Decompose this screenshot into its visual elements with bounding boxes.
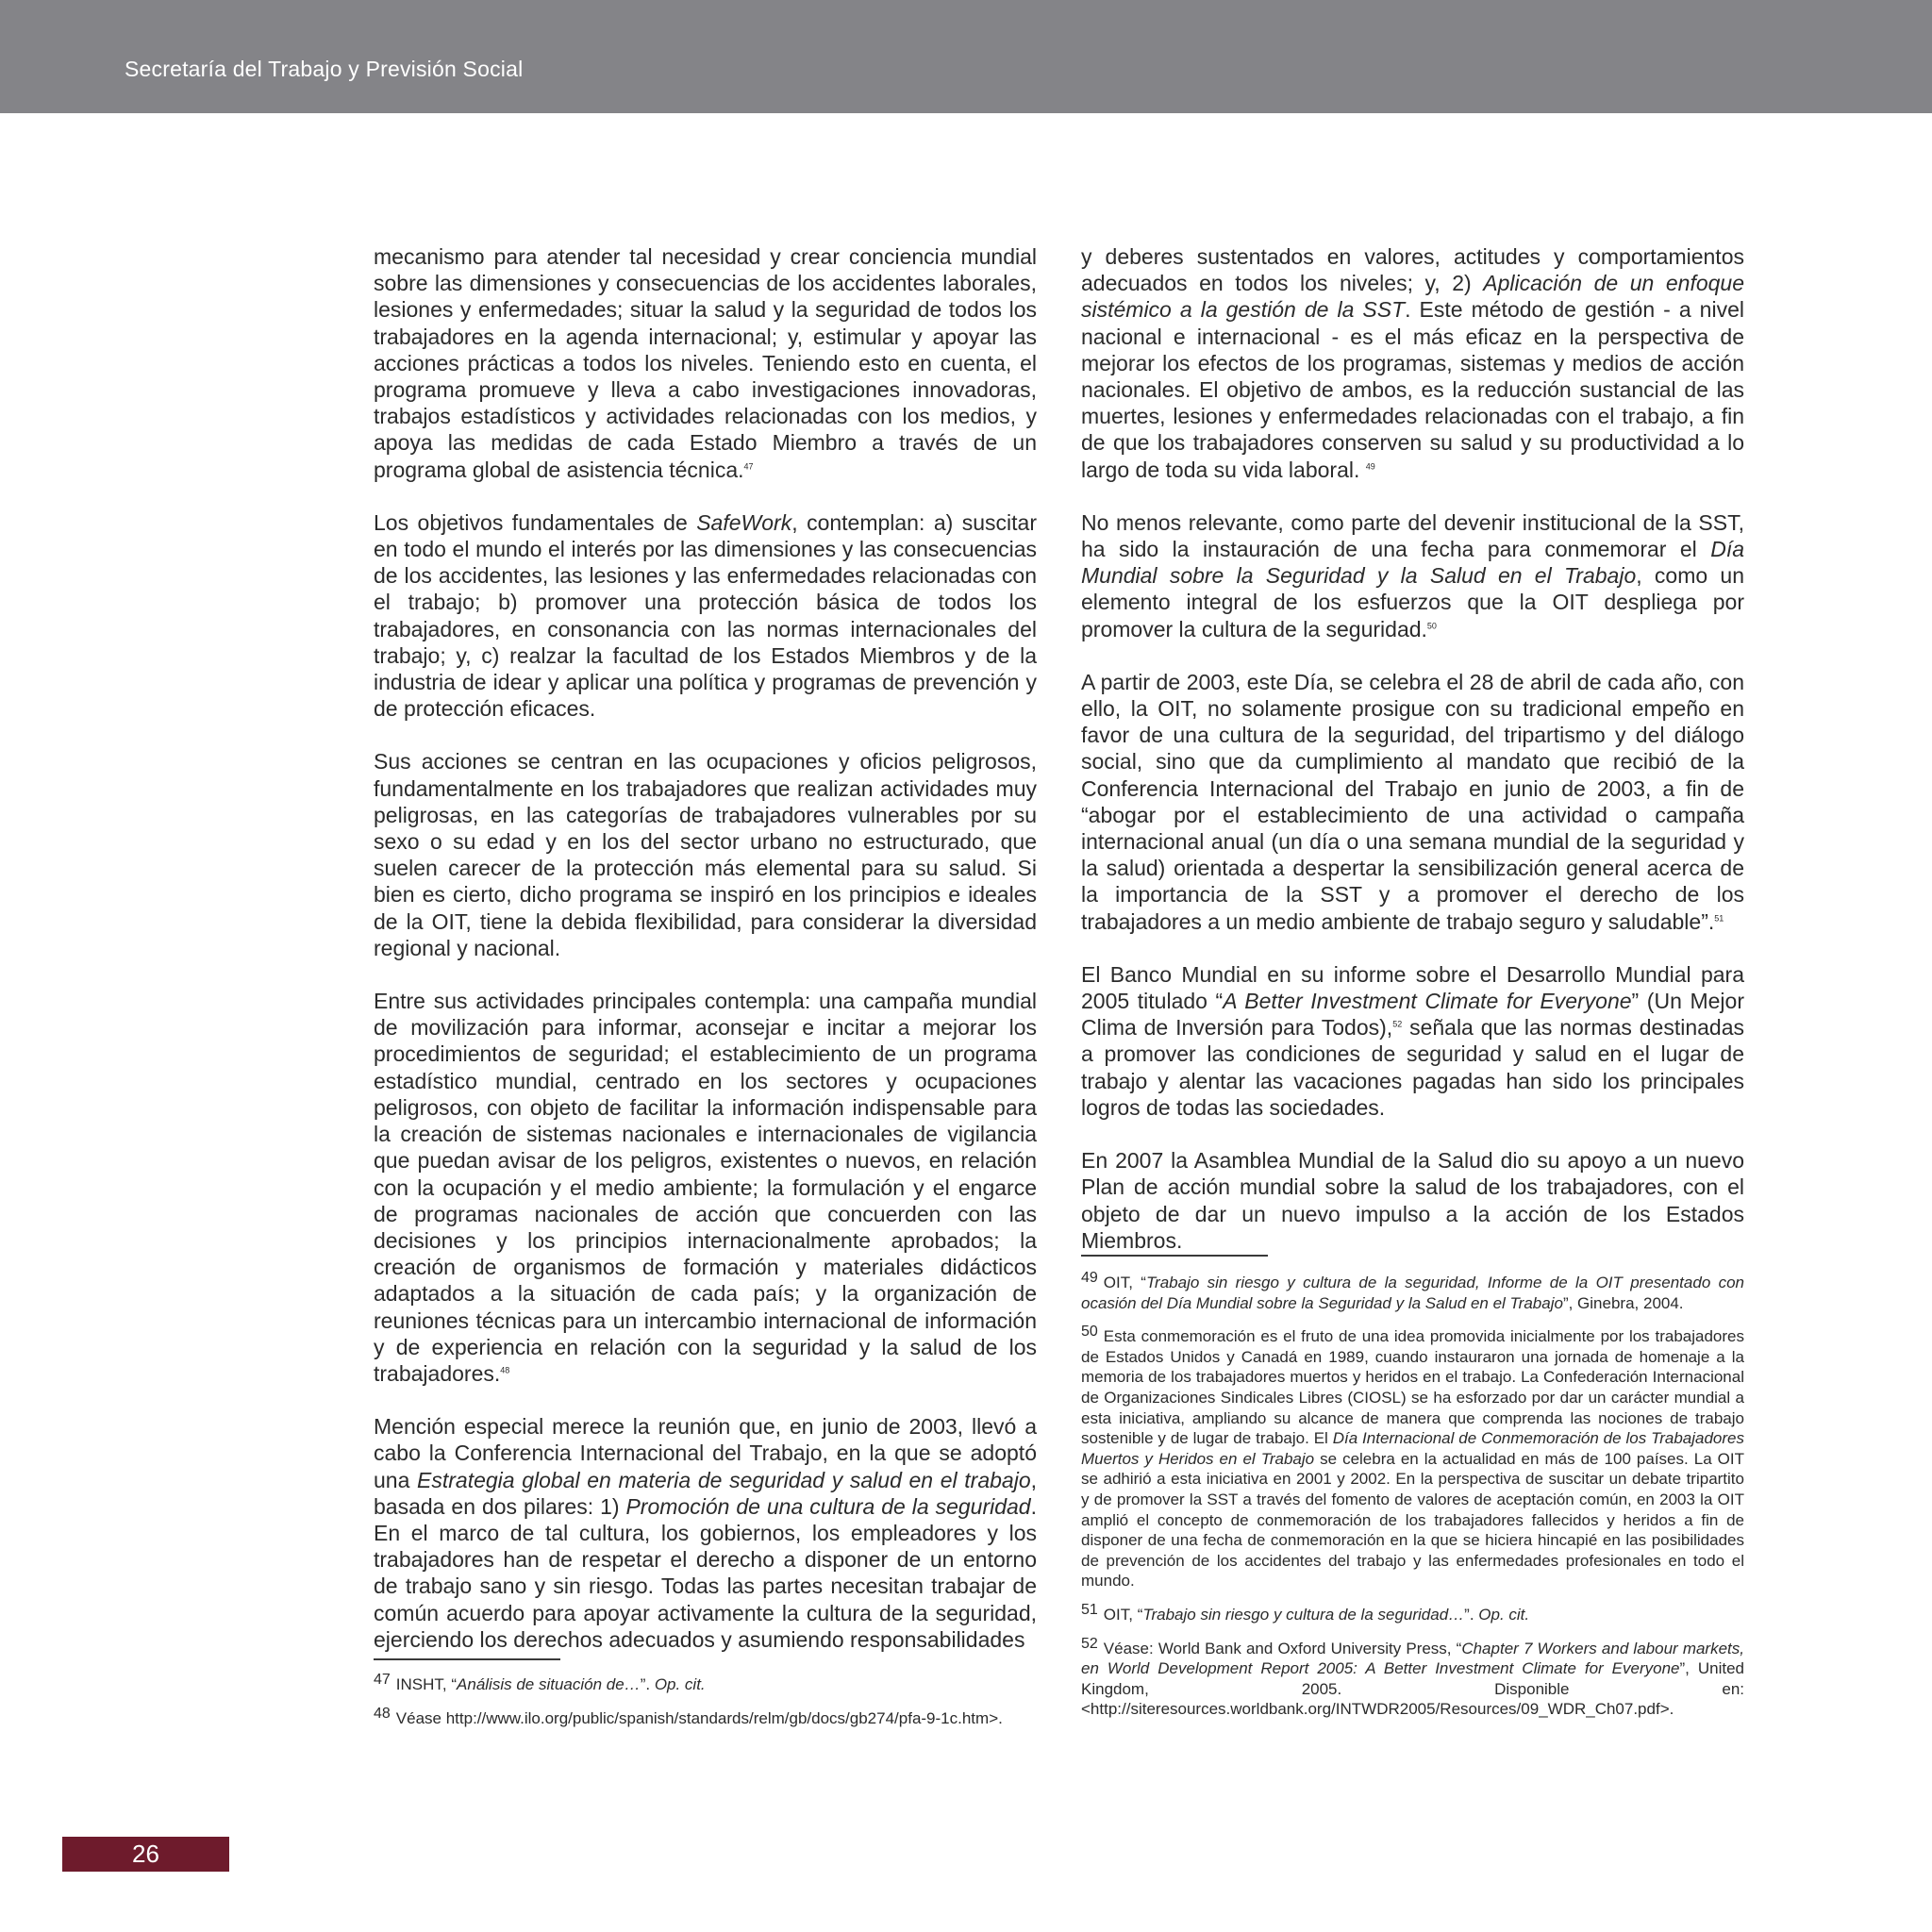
body-paragraph [1081,509,1744,642]
footnote-number: 48 [374,1705,391,1722]
text-run: mecanismo para atender tal necesidad y crear conciencia mundial sobre las dimensiones y consecuencias de los accidentes laborales, lesiones y enfermedades; situar la salud y la seguridad de todos los trabajadores en la agenda internacional; y, estimular y apoyar las acciones prácticas a todos los niveles. Teniendo esto en cuenta, el programa promueve y lleva a cabo investigaciones innovadoras, trabajos estadísticos y actividades relacionadas con los medios, y apoya las medidas de cada Estado Miembro a través de un programa global de asistencia técnica. [374,244,1037,482]
text-run: ”, United Kingdom, 2005. Disponible en: <http://siteresources.worldbank.org/INTWDR2005/Resources/09_WDR_Ch07.pdf>. [1081,1659,1745,1719]
text-run: ”, Ginebra, 2004. [1562,1293,1684,1312]
footnote-number: 47 [374,1672,391,1688]
italic-text: A Better Investment Climate for Everyone [1223,989,1632,1014]
italic-text: Trabajo sin riesgo y cultura de la seguridad, Informe de la OIT presentado con ocasión del Día Mundial sobre la Seguridad y la Salud en el Trabajo [1081,1274,1744,1312]
footnote-number: 51 [1081,1601,1098,1618]
text-run: A partir de 2003, este Día, se celebra el 28 de abril de cada año, con ello, la OIT, no solamente prosigue con su tradicional empeño en favor de una cultura de la seguridad, del tripartismo y del diálogo social, sino que da cumplimiento al mandato que recibió de la Conferencia Internacional del Trabajo en junio de 2003, a fin de “abogar por el establecimiento de una actividad o campaña internacional anual (un día o una semana mundial de la seguridad y la salud) orientada a despertar la sensibilización general acerca de la importancia de la SST y a promover el derecho de los trabajadores a un medio ambiente de trabajo seguro y saludable”. [1081,669,1744,934]
left-column [374,243,1037,1679]
italic-text: SafeWork [696,509,792,535]
text-run: Esta conmemoración es el fruto de una idea promovida inicialmente por los trabajadores de Estados Unidos y Canadá en 1989, cuando instauraron una jornada de homenaje a la memoria de los trabajadores muertos y heridos en el trabajo. La Confederación Internacional de Organizaciones Sindicales Libres (CIOSL) se ha esforzado por dar un carácter mundial a esta iniciativa, ampliando su alcance de manera que comprenda las nociones de trabajo sostenible y de lugar de trabajo. El [1081,1327,1744,1448]
body-paragraph [1081,961,1744,1121]
footnote [1081,1322,1744,1591]
text-run: . En el marco de tal cultura, los gobiernos, los empleadores y los trabajadores han de respetar el derecho a disponer de un entorno de trabajo sano y sin riesgo. Todas las partes necesitan trabajar de común acuerdo para apoyar activamente la cultura de la seguridad, ejerciendo los derechos adecuados y asumiendo responsabilidades [374,1493,1037,1652]
footnote-number: 52 [1081,1635,1098,1652]
text-run: señala que las normas destinadas a promover las condiciones de seguridad y salud en el lugar de trabajo y alentar las vacaciones pagadas han sido los principales logros de todas las sociedades. [1081,1015,1744,1120]
footnote [1081,1634,1744,1720]
italic-text: Día Internacional de Conmemoración de los Trabajadores Muertos y Heridos en el Trabajo [1081,1429,1744,1468]
text-run: . Este método de gestión - a nivel nacional e internacional - es el más eficaz en la perspectiva de mejorar los efectos de los programas, sistemas y medios de acción nacionales. El objetivo de ambos, es la reducción sustancial de las muertes, lesiones y enfermedades relacionadas con el trabajo, a fin de que los trabajadores conserven su salud y su productividad a lo largo de toda su vida laboral. [1081,297,1744,482]
italic-text: Chapter 7 Workers and labour markets, en World Development Report 2005: A Better Investment Climate for Everyone [1081,1639,1744,1678]
footnote-ref: 52 [1392,1019,1403,1029]
text-run: se celebra en la actualidad en más de 100 países. La OIT se adhirió a esta iniciativa en 2001 y 2002. En la perspectiva de suscitar un debate tripartito y de promover la SST a través del fomento de valores de aceptación común, en 2003 la OIT amplió el concepto de conmemoración de los trabajadores fallecidos y heridos a fin de disponer de una fecha de conmemoración en la que se hiciera hincapié en las posibilidades de prevención de los accidentes del trabajo y las enfermedades profesionales en todo el mundo. [1081,1449,1744,1591]
page-number: 26 [132,1840,159,1868]
text-run: Entre sus actividades principales contempla: una campaña mundial de movilización para informar, aconsejar e incitar a mejorar los procedimientos de seguridad; el establecimiento de un programa estadístico mundial, centrado en los sectores y ocupaciones peligrosos, con objeto de facilitar la información indispensable para la creación de sistemas nacionales e internacionales de vigilancia que puedan avisar de los peligros, existentes o nuevos, en relación con la ocupación y el medio ambiente; la formulación y el engarce de programas nacionales de acción que concuerden con las decisiones y los principios internacionalmente aprobados; la creación de organismos de formación y materiales didácticos adaptados a la situación de cada país; y la organización de reuniones técnicas para un intercambio internacional de información y de experiencia en relación con la seguridad y la salud de los trabajadores. [374,989,1037,1386]
body-paragraph [374,1413,1037,1653]
footnote-number: 50 [1081,1324,1098,1341]
text-run: , contemplan: a) suscitar en todo el mundo el interés por las dimensiones y las consecuencias de los accidentes, las lesiones y las enfermedades relacionadas con el trabajo; b) promover una protección básica de todos los trabajadores, en consonancia con las normas internacionales del trabajo; y, c) realzar la facultad de los Estados Miembros y de la industria de idear y aplicar una política y programas de prevención y de protección eficaces. [374,509,1037,722]
italic-text: Op. cit. [654,1675,706,1693]
italic-text: Op. cit. [1478,1605,1530,1624]
footnotes-right [1081,1268,1744,1728]
body-paragraph [374,988,1037,1387]
header-title: Secretaría del Trabajo y Previsión Social [125,57,524,81]
body-paragraph [374,509,1037,723]
text-run: INSHT, “ [395,1675,458,1693]
text-run: Véase: World Bank and Oxford University Press, “ [1103,1639,1462,1657]
text-run: , basada en dos pilares: 1) [374,1467,1038,1519]
footnote [1081,1268,1744,1313]
text-run: ”. [640,1675,655,1693]
page-header [0,0,1932,113]
text-run: , como un elemento integral de los esfuerzos que la OIT despliega por promover la cultura de la seguridad. [1081,563,1745,641]
footnote-ref: 48 [500,1365,510,1375]
footnote-ref: 47 [743,460,754,471]
italic-text: Día Mundial sobre la Seguridad y la Salud en el Trabajo [1081,537,1744,589]
text-run: En 2007 la Asamblea Mundial de la Salud dio su apoyo a un nuevo Plan de acción mundial sobre la salud de los trabajadores, con el objeto de dar un nuevo impulso a la acción de los Estados Miembros. [1081,1148,1744,1253]
footnote-separator-right [1081,1255,1268,1257]
body-paragraph [1081,1147,1744,1254]
footnote [374,1670,1037,1695]
italic-text: Análisis de situación de… [457,1675,641,1693]
text-run: y deberes sustentados en valores, actitudes y comportamientos adecuados en todos los niveles; y, 2) [1081,244,1744,296]
text-run: ”. [1464,1605,1479,1624]
footnote-number: 49 [1081,1270,1098,1286]
text-run: No menos relevante, como parte del devenir institucional de la SST, ha sido la instauración de una fecha para conmemorar el [1081,509,1744,562]
footnote [1081,1600,1744,1625]
text-run: El Banco Mundial en su informe sobre el Desarrollo Mundial para 2005 titulado “ [1081,961,1744,1014]
italic-text: Aplicación de un enfoque sistémico a la gestión de la SST [1081,271,1745,323]
text-run: OIT, “ [1103,1274,1146,1291]
text-run: ” (Un Mejor Clima de Inversión para Todos), [1081,989,1744,1041]
body-paragraph [1081,669,1744,935]
text-run: Sus acciones se centran en las ocupaciones y oficios peligrosos, fundamentalmente en los trabajadores que realizan actividades muy peligrosas, en las categorías de trabajadores vulnerables por su sexo o su edad y en los del sector urbano no estructurado, que suelen carecer de la protección más elemental para su salud. Si bien es cierto, dicho programa se inspiró en los principios e ideales de la OIT, tiene la debida flexibilidad, para considerar la diversidad regional y nacional. [374,749,1037,960]
right-column [1081,243,1744,1280]
body-paragraph [374,243,1037,483]
italic-text: Trabajo sin riesgo y cultura de la seguridad… [1142,1605,1465,1624]
text-run: Los objetivos fundamentales de [374,509,697,535]
footnote [374,1704,1037,1729]
body-paragraph [1081,243,1744,483]
text-run: Véase http://www.ilo.org/public/spanish/standards/relm/gb/docs/gb274/pfa-9-1c.htm>. [395,1708,1003,1727]
text-run: Mención especial merece la reunión que, en junio de 2003, llevó a cabo la Conferencia Internacional del Trabajo, en la que se adoptó una [374,1414,1037,1492]
italic-text: Promoción de una cultura de la seguridad [625,1493,1031,1519]
footnote-ref: 49 [1365,460,1375,471]
italic-text: Estrategia global en materia de seguridad y salud en el trabajo [417,1467,1031,1492]
footnote-separator-left [374,1658,560,1660]
footnotes-left [374,1670,1037,1737]
footnote-ref: 51 [1714,913,1724,924]
body-paragraph [374,748,1037,961]
text-run: OIT, “ [1103,1605,1143,1624]
footnote-ref: 50 [1426,620,1437,630]
